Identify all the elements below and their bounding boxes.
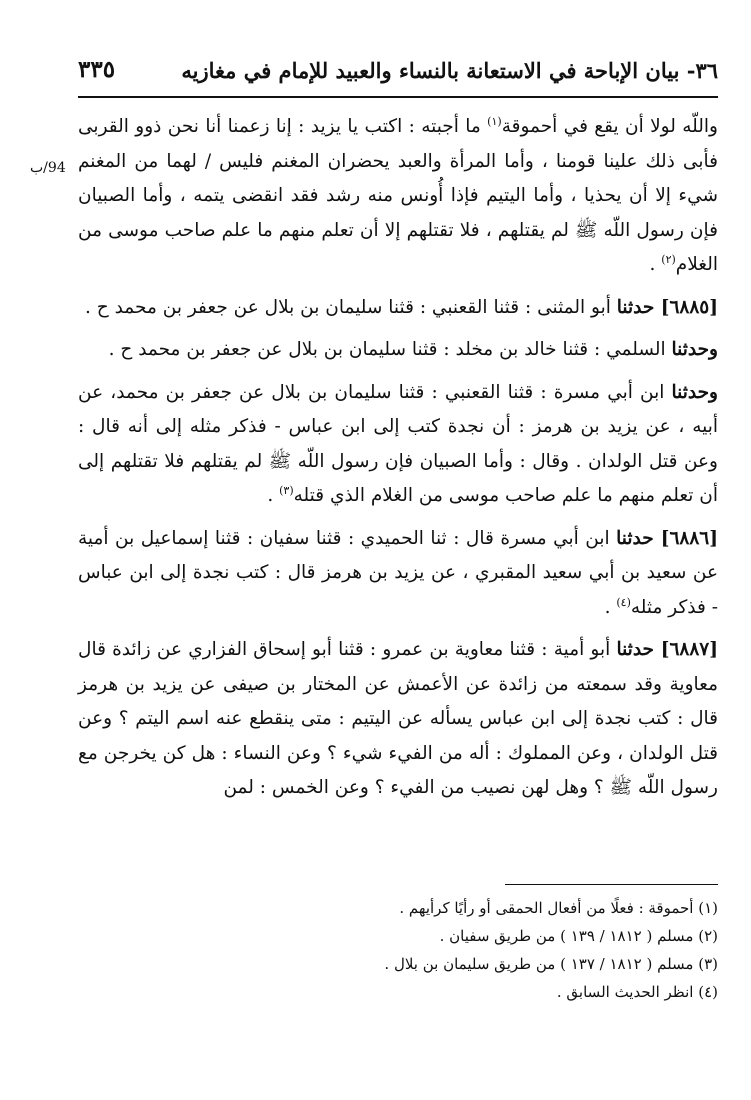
paragraph-text-continued: ما أجبته : اكتب يا يزيد : إنا زعمنا أنا نحن ذوو القربى فأبى ذلك علينا قومنا ، وأما المرأة والعبد يحضران المغنم فليس / لهما من المغنم شيء إلا أن يحذيا ، وأما اليتيم فإذا أُونس منه رشد فقد انقضى يتمه ، وأما الصبيان فإن رسول اللّه ﷺ لم يقتلهم ، فلا تقتلهم إلا أن تعلم منهم ما علم صاحب موسى من الغلام	[78, 116, 718, 275]
footnote: (١) أحموقة : فعلًا من أفعال الحمقى أو رأيًا كرأيهم .	[399, 899, 718, 917]
hadith-number: [٦٨٨٦]	[653, 527, 718, 549]
paragraph-text: أبو أمية : قثنا معاوية بن عمرو : قثنا أبو إسحاق الفزاري عن زائدة قال معاوية وقد سمعته من زائدة عن الأعمش عن المختار بن صيفى عن يزيد بن هرمز قال : كتب نجدة إلى ابن عباس يسأله عن اليتيم : متى ينقطع عنه اسم اليتم ؟ وعن قتل الولدان ، وعن المملوك : أله من الفيء شيء ؟ وعن النساء : هل كن يخرجن مع رسول اللّه ﷺ ؟ وهل لهن نصيب من الفيء ؟ وعن الخمس : لمن	[78, 639, 718, 798]
paragraph	[78, 333, 718, 368]
paragraph	[78, 522, 718, 626]
paragraph-text-tail: .	[649, 254, 662, 275]
paragraph-text-continued: .	[267, 485, 280, 506]
narration-lead: وحدثنا	[671, 381, 718, 403]
narration-lead: حدثنا	[616, 527, 654, 549]
paragraph	[78, 291, 718, 326]
main-text	[78, 110, 718, 814]
paragraph-text-continued: .	[604, 596, 617, 618]
footnote-ref: (١)	[487, 114, 502, 128]
header-divider	[78, 96, 718, 98]
footnote-ref: (٤)	[616, 595, 631, 609]
narration-lead: حدثنا	[616, 639, 654, 660]
page-header	[78, 52, 718, 92]
footnote: (٢) مسلم ( ١٨١٢ / ١٣٩ ) من طريق سفيان .	[439, 927, 718, 945]
footnotes	[78, 894, 718, 1006]
page-number: ٣٣٥	[78, 56, 116, 83]
paragraph	[78, 633, 718, 806]
footnote: (٤) انظر الحديث السابق .	[556, 983, 718, 1001]
narration-lead: حدثنا	[616, 296, 655, 318]
paragraph	[78, 110, 718, 283]
footnote-divider	[505, 884, 718, 885]
footnote-ref: (٣)	[279, 483, 294, 497]
paragraph-text: السلمي : قثنا خالد بن مخلد : قثنا سليمان بن بلال عن جعفر بن محمد ح .	[108, 339, 672, 360]
paragraph-text: ابن أبي مسرة قال : ثنا الحميدي : قثنا سفيان : قثنا إسماعيل بن أمية عن سعيد بن أبي سعيد المقبري ، عن يزيد بن هرمز قال : كتب نجدة إلى ابن عباس - فذكر مثله	[78, 527, 718, 618]
hadith-number: [٦٨٨٥]	[654, 296, 718, 318]
narration-lead: وحدثنا	[671, 339, 718, 360]
paragraph-text: واللّه لولا أن يقع في أحموقة	[501, 116, 718, 137]
hadith-number: [٦٨٨٧]	[653, 639, 718, 660]
manuscript-folio-note: 94/ب	[30, 160, 66, 176]
paragraph-text: أبو المثنى : قثنا القعنبي : قثنا سليمان بن بلال عن جعفر بن محمد ح .	[85, 296, 617, 318]
paragraph-text: ابن أبي مسرة : قثنا القعنبي : قثنا سليمان بن بلال عن جعفر بن محمد، عن أبيه ، عن يزيد بن هرمز : أن نجدة كتب إلى ابن عباس - فذكر مثله إلى أنه قال : وعن قتل الولدان . وقال : وأما الصبيان فإن رسول اللّه ﷺ لم يقتلهم فلا تقتلهم إلى أن تعلم منهم ما علم صاحب موسى من الغلام الذي قتله	[78, 381, 718, 506]
chapter-title: ٣٦- بيان الإباحة في الاستعانة بالنساء والعبيد للإمام في مغازيه	[181, 58, 718, 83]
footnote-ref: (٢)	[661, 252, 676, 266]
paragraph	[78, 376, 718, 514]
footnote: (٣) مسلم ( ١٨١٢ / ١٣٧ ) من طريق سليمان بن بلال .	[384, 955, 718, 973]
